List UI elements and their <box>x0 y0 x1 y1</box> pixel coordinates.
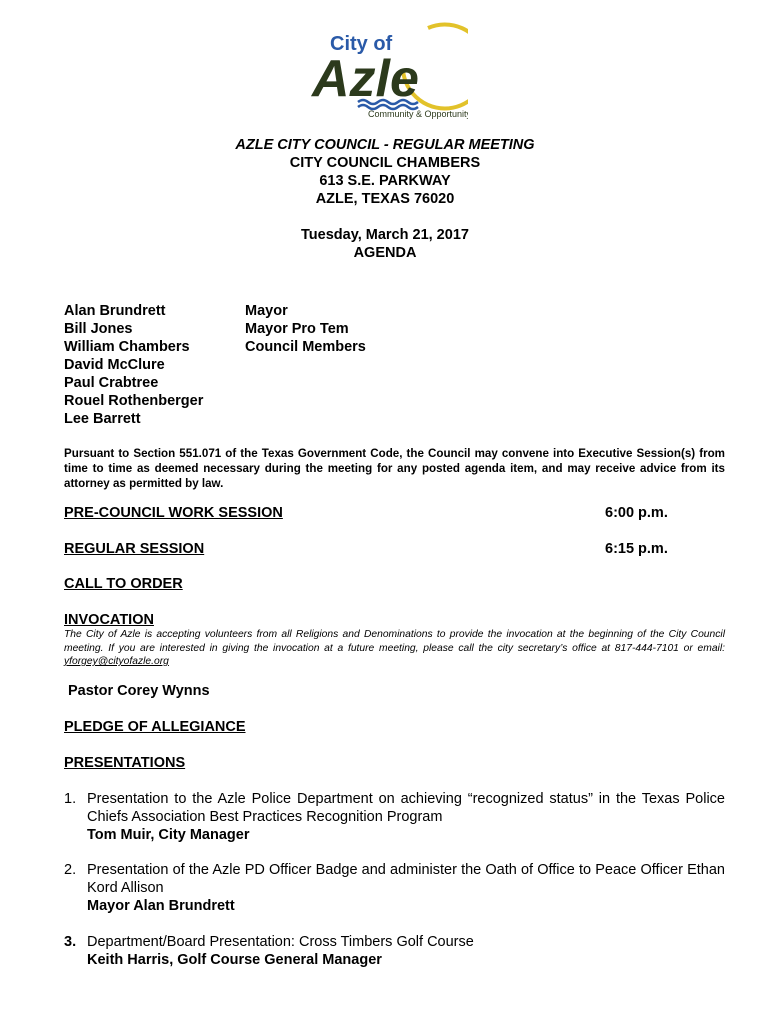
council-member: Paul Crabtree <box>64 375 159 391</box>
city-logo <box>308 20 468 120</box>
pledge-heading: PLEDGE OF ALLEGIANCE <box>64 719 246 735</box>
item-text: Department/Board Presentation: Cross Timbers Golf Course <box>87 934 474 950</box>
logo-line1: City of <box>330 33 393 55</box>
item-presenter: Mayor Alan Brundrett <box>87 898 235 914</box>
regular-session-time: 6:15 p.m. <box>605 541 668 557</box>
invocation-pastor: Pastor Corey Wynns <box>68 683 210 699</box>
invocation-email-link[interactable]: yforgey@cityofazle.org <box>64 656 169 667</box>
executive-session-notice: Pursuant to Section 551.071 of the Texas Government Code, the Council may convene into Executive Session(s) from time to time as deemed necessary during the meeting for any posted agenda item, and may receive advice from its attorney as permitted by law. <box>64 447 725 490</box>
meeting-city: AZLE, TEXAS 76020 <box>315 191 455 207</box>
council-member: Lee Barrett <box>64 411 141 427</box>
logo-line2: Azle <box>312 50 419 108</box>
council-role: Council Members <box>245 339 366 355</box>
presentation-item <box>64 933 725 969</box>
precouncil-time: 6:00 p.m. <box>605 505 668 521</box>
logo-tagline: Community & Opportunity <box>368 109 468 119</box>
item-number: 3. <box>64 934 77 950</box>
item-presenter: Keith Harris, Golf Course General Manager <box>87 952 382 968</box>
call-to-order-heading: CALL TO ORDER <box>64 576 183 592</box>
regular-session-heading: REGULAR SESSION <box>64 541 205 557</box>
meeting-date: Tuesday, March 21, 2017 <box>301 227 469 243</box>
council-role-list <box>245 302 366 356</box>
council-member: Rouel Rothenberger <box>64 393 204 409</box>
invocation-note-text: The City of Azle is accepting volunteers from all Religions and Denominations to provide the invocation at the beginning of the City Council meeting. If you are interested in giving the invocation at a future meeting, please call the city secretary’s office at 817-444-7101 or email: <box>64 629 725 654</box>
presentation-item <box>64 790 725 844</box>
council-role: Mayor Pro Tem <box>245 321 349 337</box>
council-member: Alan Brundrett <box>64 303 166 319</box>
council-role: Mayor <box>245 303 288 319</box>
council-member: William Chambers <box>64 339 190 355</box>
item-number: 1. <box>64 791 77 807</box>
item-number: 2. <box>64 862 77 878</box>
invocation-heading: INVOCATION <box>64 612 154 628</box>
presentations-heading: PRESENTATIONS <box>64 755 186 771</box>
meeting-header <box>0 136 770 262</box>
council-member: Bill Jones <box>64 321 133 337</box>
meeting-title: AZLE CITY COUNCIL - REGULAR MEETING <box>235 137 535 153</box>
meeting-place: CITY COUNCIL CHAMBERS <box>289 155 481 171</box>
meeting-address: 613 S.E. PARKWAY <box>319 173 451 189</box>
agenda-label: AGENDA <box>353 245 417 261</box>
council-member-list <box>64 302 203 428</box>
item-presenter: Tom Muir, City Manager <box>87 827 250 843</box>
item-text: Presentation of the Azle PD Officer Badge and administer the Oath of Office to Peace Officer Ethan Kord Allison <box>87 862 725 896</box>
precouncil-heading: PRE-COUNCIL WORK SESSION <box>64 505 283 521</box>
presentation-item <box>64 861 725 915</box>
item-text: Presentation to the Azle Police Department on achieving “recognized status” in the Texas Police Chiefs Association Best Practices Recognition Program <box>87 791 725 825</box>
council-member: David McClure <box>64 357 165 373</box>
invocation-note <box>64 628 725 669</box>
city-logo-graphic <box>308 20 468 120</box>
